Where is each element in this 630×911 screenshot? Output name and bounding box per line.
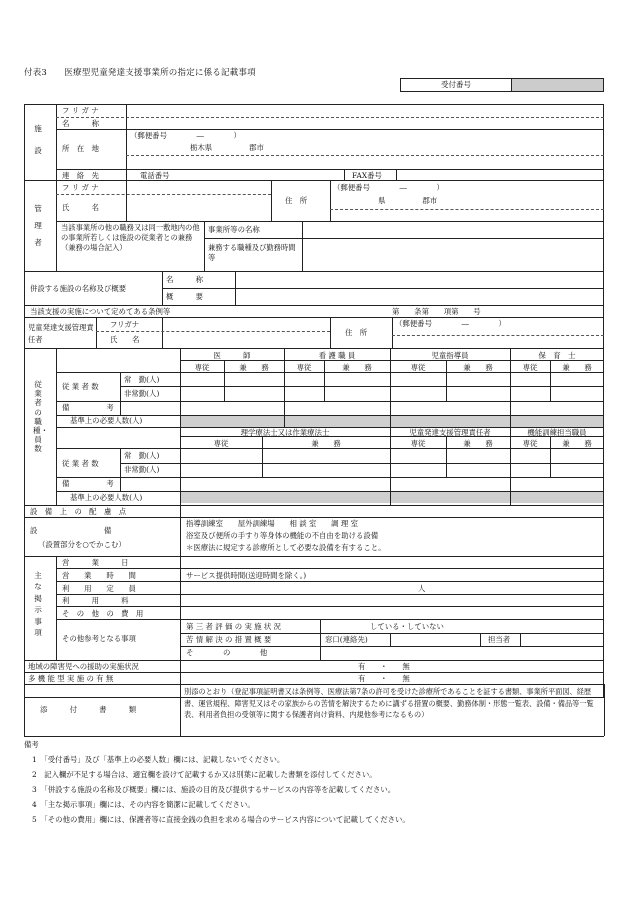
person-in-charge-label: 担当者 bbox=[488, 635, 511, 644]
manager-concurrent-label: 当該事業所の他の職務又は同一敷地内の他の事業所若しくは施設の従業者との兼務（兼務の場合記入） bbox=[61, 223, 200, 252]
facility-furigana-label: フ リ ガ ナ bbox=[62, 106, 99, 115]
required-label-2: 基準上の必要人数(人) bbox=[70, 493, 143, 502]
role-child-instructor: 児童指導員 bbox=[431, 351, 469, 360]
staff-section-label: 従業者の職種・員数 bbox=[33, 380, 49, 454]
childcare-concurrent-header: 兼 務 bbox=[562, 363, 592, 372]
third-party-label: 第 三 者 評 価 の 実 施 状 況 bbox=[186, 622, 282, 631]
receipt-number-field[interactable] bbox=[512, 79, 603, 91]
equipment-considerations-label: 設 備 上 の 配 慮 点 bbox=[30, 507, 127, 516]
multi-function-value[interactable]: 有 ・ 無 bbox=[358, 674, 410, 683]
nurse-concurrent-header: 兼 務 bbox=[342, 363, 372, 372]
staff-count-label-2: 従 業 者 数 bbox=[62, 459, 99, 468]
receipt-number-label: 受付番号 bbox=[401, 79, 512, 91]
capacity-label: 利 用 定 員 bbox=[62, 584, 136, 593]
role-doctor: 医 師 bbox=[213, 351, 251, 360]
instructor-exclusive-header: 専従 bbox=[410, 363, 426, 372]
trainer-exclusive-header: 専従 bbox=[522, 439, 538, 448]
regional-support-label: 地域の障害児への援助の実施状況 bbox=[28, 662, 139, 671]
notes-heading: 備考 bbox=[24, 740, 39, 749]
supervisor-postal[interactable]: （郵便番号 ― ） bbox=[395, 319, 506, 328]
supervisor-address-label: 住 所 bbox=[345, 328, 368, 337]
business-hours-label: 営 業 時 間 bbox=[62, 571, 136, 580]
equipment-label: 設 備 bbox=[30, 526, 112, 535]
manager-furigana-label: フ リ ガ ナ bbox=[62, 183, 99, 192]
manager-postal[interactable]: （郵便番号 ― ） bbox=[333, 183, 444, 192]
fulltime-label-2: 常 勤(人) bbox=[124, 451, 160, 460]
annex-name-label: 名 称 bbox=[166, 275, 203, 284]
main-items-section-label: 主な掲示事項 bbox=[34, 571, 42, 638]
annex-label: 併設する施設の名称及び概要 bbox=[30, 284, 127, 293]
supervisor-furigana-label: フリガナ bbox=[110, 320, 140, 329]
childcare-exclusive-header: 専従 bbox=[522, 363, 538, 372]
note-3: 3 「併設する施設の名称及び概要」欄には、施設の目的及び提供するサービスの内容等を記載してください。 bbox=[32, 785, 396, 794]
nurse-exclusive-header: 専従 bbox=[296, 363, 312, 372]
parttime-label-2: 非常勤(人) bbox=[124, 465, 160, 474]
supervisor-concurrent-header: 兼 務 bbox=[463, 439, 493, 448]
equipment-note: （設置部分を○でかこむ） bbox=[38, 540, 126, 549]
supervisor-name-label: 氏 名 bbox=[110, 335, 140, 344]
facility-section-label: 施設 bbox=[34, 124, 42, 155]
regional-support-value[interactable]: 有 ・ 無 bbox=[358, 662, 410, 671]
note-4: 4 「主な掲示事項」欄には、その内容を簡潔に記載してください。 bbox=[32, 800, 255, 809]
manager-office-name-label: 事業所等の名称 bbox=[208, 225, 260, 234]
facility-address-label: 所 在 地 bbox=[62, 144, 99, 153]
remarks-label-1: 備 考 bbox=[62, 403, 114, 412]
form-title: 付表3 医療型児童発達支援事業所の指定に係る記載事項 bbox=[24, 68, 256, 78]
trainer-concurrent-header: 兼 務 bbox=[562, 439, 592, 448]
facility-phone-label: 電話番号 bbox=[140, 171, 170, 180]
parttime-label-1: 非常勤(人) bbox=[124, 389, 160, 398]
therapist-exclusive-header: 専従 bbox=[213, 439, 229, 448]
note-5: 5 「その他の費用」欄には、保護者等に直接金銭の負担を求める場合のサービス内容について記載してください。 bbox=[32, 815, 410, 824]
third-party-value[interactable]: している・していない bbox=[370, 622, 444, 631]
manager-duty-label: 兼務する職種及び勤務時間等 bbox=[208, 243, 296, 262]
role-nurse: 看 護 職 員 bbox=[318, 351, 356, 360]
equipment-line-3: ＊医療法に規定する診療所として必要な設備を有すること。 bbox=[186, 543, 386, 552]
facility-contact-label: 連 絡 先 bbox=[62, 171, 99, 180]
facility-fax-label: FAX番号 bbox=[352, 171, 382, 180]
manager-address-label: 住 所 bbox=[285, 196, 308, 205]
remarks-label-2: 備 考 bbox=[62, 479, 114, 488]
role-childcare-worker: 保 育 士 bbox=[538, 351, 576, 360]
ordinance-article[interactable]: 第 条第 項第 号 bbox=[392, 307, 481, 316]
required-label-1: 基準上の必要人数(人) bbox=[70, 416, 143, 425]
fee-label: 利 用 料 bbox=[62, 596, 129, 605]
facility-postal[interactable]: （郵便番号 ― ） bbox=[130, 131, 241, 140]
supervisor-exclusive-header: 専従 bbox=[410, 439, 426, 448]
instructor-concurrent-header: 兼 務 bbox=[463, 363, 493, 372]
role-therapist: 理学療法士又は作業療法士 bbox=[240, 428, 330, 437]
note-2: 2 記入欄が不足する場合は、適宜欄を設けて記載するか又は別葉に記載した書類を添付してください。 bbox=[32, 770, 377, 779]
equipment-line-1: 指導訓練室 屋外訓練場 相 談 室 調 理 室 bbox=[186, 519, 358, 528]
staff-count-label-1: 従 業 者 数 bbox=[62, 382, 99, 391]
annex-summary-label: 概 要 bbox=[166, 292, 203, 301]
complaint-label: 苦 情 解 決 の 措 置 概 要 bbox=[186, 635, 272, 644]
manager-pref-city[interactable]: 県 郡市 bbox=[378, 196, 438, 205]
attachments-label: 添 付 書 類 bbox=[40, 705, 137, 714]
note-1: 1 「受付番号」及び「基準上の必要人数」欄には、記載しないでください。 bbox=[32, 755, 285, 764]
business-days-label: 営 業 日 bbox=[62, 558, 129, 567]
facility-name-label: 名 称 bbox=[62, 119, 99, 128]
role-supervisor: 児童発達支援管理責任者 bbox=[409, 428, 491, 437]
ordinance-label: 当該支援の実施について定めてある条例等 bbox=[30, 307, 171, 316]
manager-name-label: 氏 名 bbox=[62, 203, 99, 212]
reference-label: その他参考となる事項 bbox=[62, 634, 136, 643]
manager-section-label: 管理者 bbox=[34, 204, 42, 247]
receipt-number-box bbox=[400, 78, 604, 92]
doctor-exclusive-header: 専従 bbox=[194, 363, 210, 372]
business-hours-value: サービス提供時間(送迎時間を除く。) bbox=[186, 571, 307, 580]
other-label: そ の 他 bbox=[186, 648, 268, 657]
equipment-line-2: 浴室及び便所の手すり等身体の機能の不自由を助ける設備 bbox=[186, 531, 379, 540]
role-function-trainer: 機能訓練担当職員 bbox=[527, 428, 587, 437]
capacity-unit: 人 bbox=[418, 584, 426, 593]
doctor-concurrent-header: 兼 務 bbox=[239, 363, 269, 372]
facility-pref-city[interactable]: 栃木県 郡市 bbox=[190, 143, 264, 152]
multi-function-label: 多 機 能 型 実 施 の 有 無 bbox=[28, 674, 114, 683]
attachments-text: 別添のとおり（登記事項証明書又は条例等、医療法第7条の許可を受けた診療所であることを証する書類、事業所平面図、経歴書、運営規程、障害児又はその家族からの苦情を解決するために講ずる措置の概要、勤務体制・形態一覧表、設備・備品等一覧表、利用者負担の受領等に関する保護者向け資料、内規他参考になるもの） bbox=[184, 687, 594, 720]
fulltime-label-1: 常 勤(人) bbox=[124, 375, 160, 384]
complaint-window-label: 窓口(連絡先) bbox=[325, 635, 368, 644]
other-fee-label: そ の 他 の 費 用 bbox=[62, 609, 144, 618]
therapist-concurrent-header: 兼 務 bbox=[311, 439, 341, 448]
supervisor-label: 児童発達支援管理責任者 bbox=[28, 323, 94, 344]
